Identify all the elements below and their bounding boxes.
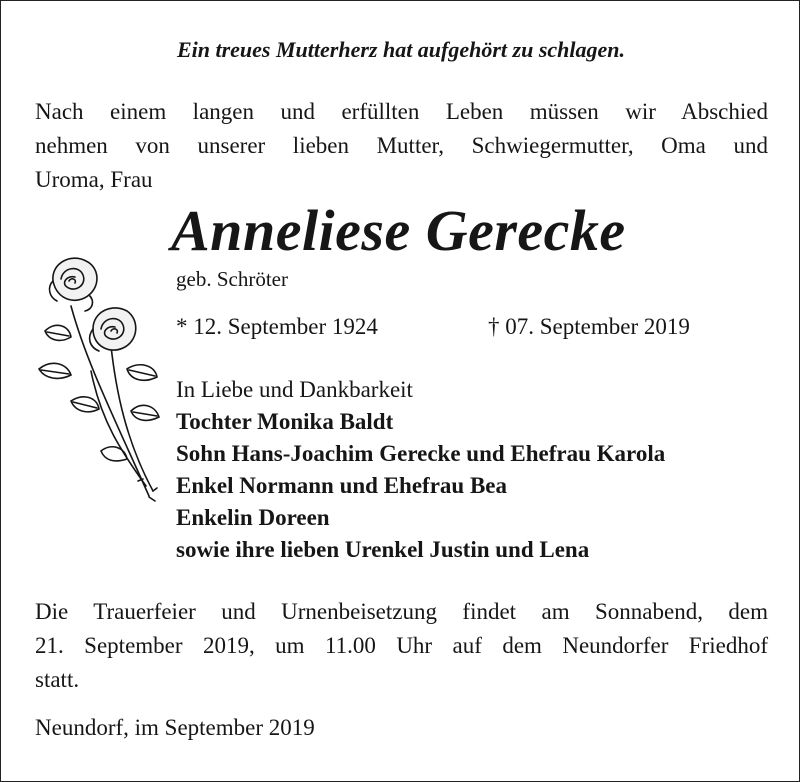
intro-line: Nach einem langen und erfüllten Leben müssen wir Abschied [35,99,768,124]
mourner-line: Enkelin Doreen [176,505,330,530]
intro-line: nehmen von unserer lieben Mutter, Schwiegermutter, Oma und [35,133,768,158]
mourners-intro: In Liebe und Dankbarkeit [176,377,413,402]
closing-place-date: Neundorf, im September 2019 [35,715,315,740]
mourners-block [176,374,665,566]
motto-heading: Ein treues Mutterherz hat aufgehört zu schlagen. [176,37,626,62]
service-line: statt. [35,667,80,692]
maiden-name: geb. Schröter [176,267,288,291]
birth-date: * 12. September 1924 [176,314,378,339]
deceased-name: Anneliese Gerecke [171,198,626,263]
mourner-line: Enkel Normann und Ehefrau Bea [176,473,508,498]
service-line: 21. September 2019, um 11.00 Uhr auf dem Neundorfer Friedhof [35,633,768,658]
roses-illustration-icon [31,251,166,511]
mourner-line: Tochter Monika Baldt [176,409,394,434]
mourner-line: Sohn Hans-Joachim Gerecke und Ehefrau Karola [176,441,666,466]
intro-line: Uroma, Frau [35,167,153,192]
mourner-line: sowie ihre lieben Urenkel Justin und Lena [176,537,590,562]
service-paragraph [35,595,768,697]
death-date: † 07. September 2019 [488,314,690,339]
service-line: Die Trauerfeier und Urnenbeisetzung findet am Sonnabend, dem [35,599,768,624]
intro-paragraph [35,95,768,197]
